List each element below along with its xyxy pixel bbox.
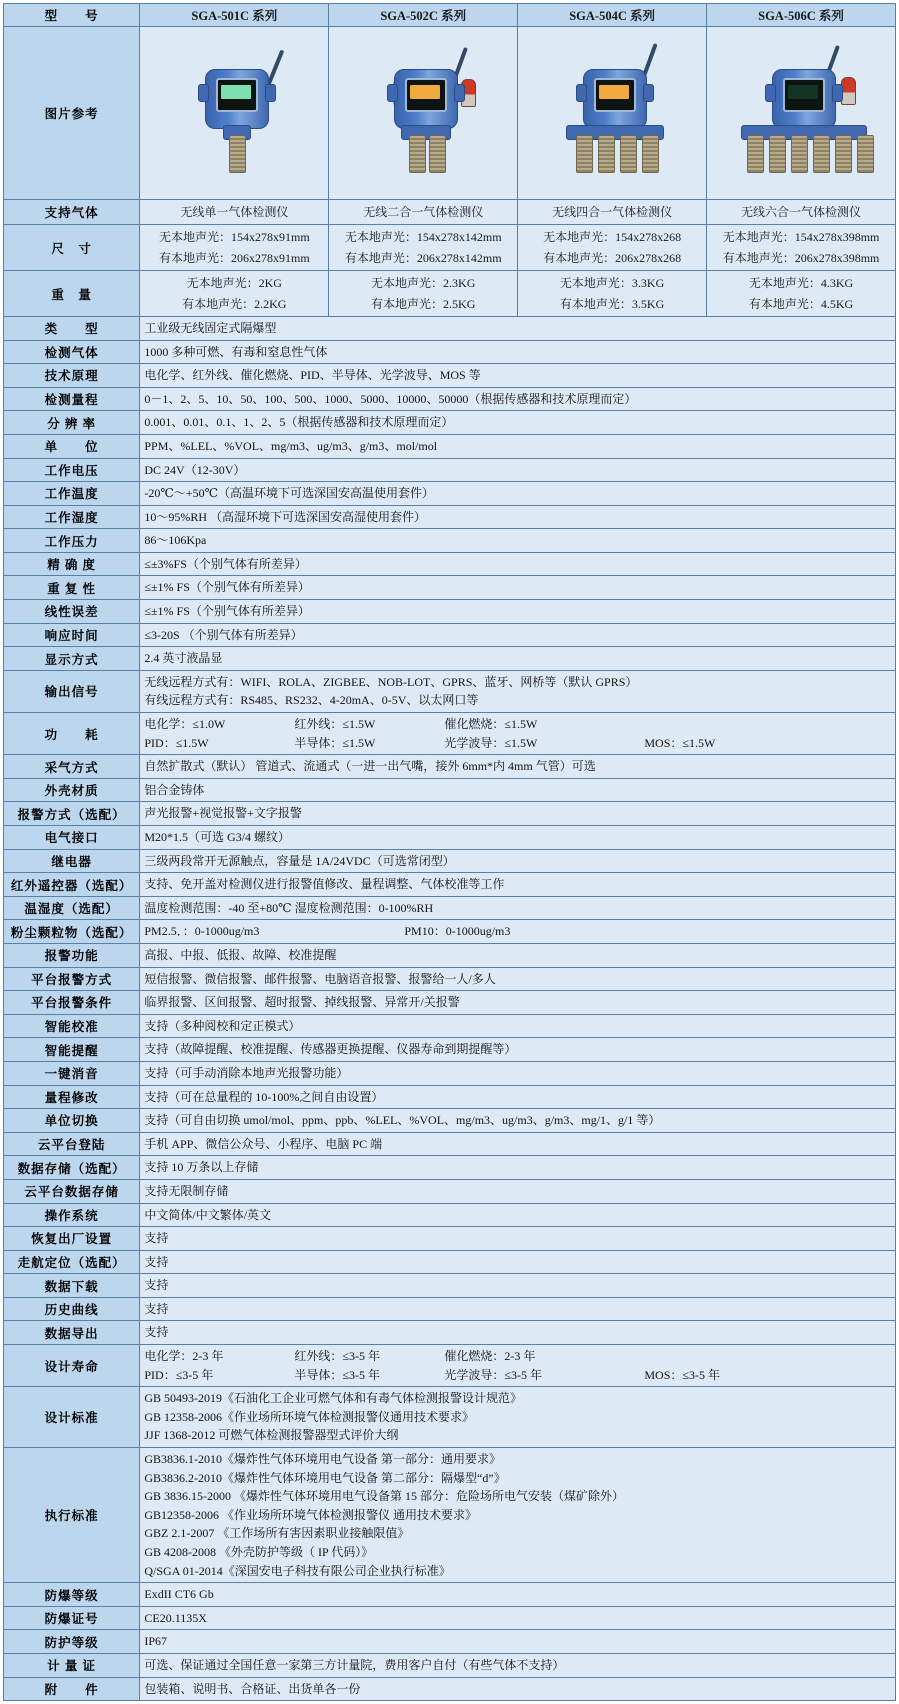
- row-label-operating-system: 操作系统: [4, 1203, 140, 1227]
- design-standard-line-2: GB 12358-2006《作业场所环境气体检测报警仪通用技术要求》: [144, 1409, 475, 1424]
- output-wired: 有线远程方式有：RS485、RS232、4-20mA、0-5V、以太网口等: [144, 693, 479, 708]
- table-row-output-signal: [4, 670, 896, 712]
- model-504c: SGA-504C 系列: [518, 4, 707, 27]
- device-display-bezel: [594, 78, 636, 112]
- lcd-screen: [221, 85, 251, 99]
- device-body: [583, 69, 647, 129]
- power-line-2: [144, 734, 891, 753]
- weight-506c-with-alarm: 有本地声光：4.5KG: [748, 296, 854, 311]
- row-label-sampling: 采气方式: [4, 755, 140, 779]
- row-label-exec-standard: 执行标准: [4, 1448, 140, 1583]
- weight-502c-with-alarm: 有本地声光：2.5KG: [371, 296, 476, 311]
- row-label-type: 类 型: [4, 316, 140, 340]
- lcd-screen: [599, 85, 629, 99]
- size-506c-no-alarm: 无本地声光：154x278x398mm: [722, 230, 880, 245]
- gas-sensor-1: [229, 135, 246, 173]
- exec-standard-line-5: GBZ 2.1-2007 《工作场所有害因素职业接触限值》: [144, 1526, 410, 1541]
- table-row-weight: [4, 271, 896, 317]
- table-row-spec: [4, 873, 896, 897]
- weight-501c-with-alarm: 有本地声光：2.2KG: [182, 296, 287, 311]
- row-label-repeatability: 重 复 性: [4, 576, 140, 600]
- dust-pm25: PM2.5．：0-1000ug/m3: [144, 924, 260, 939]
- power-line-1: [144, 715, 891, 734]
- row-label-smart-calibration: 智能校准: [4, 1014, 140, 1038]
- mount-lug-right: [454, 84, 465, 102]
- weight-506c: [707, 271, 896, 317]
- row-value-cloud-storage: 支持无限制存储: [140, 1179, 896, 1203]
- weight-504c: [518, 271, 707, 317]
- table-row-spec: [4, 552, 896, 576]
- row-label-ex-rating: 防爆等级: [4, 1583, 140, 1607]
- row-value-platform-alarm-mode: 短信报警、微信报警、邮件报警、电脑语音报警、报警给一人/多人: [140, 967, 896, 991]
- table-row-spec: [4, 1156, 896, 1180]
- row-value-factory-reset: 支持: [140, 1227, 896, 1251]
- gas-sensor-2: [429, 135, 446, 173]
- row-value-temperature: -20℃～+50℃（高温环境下可选深国安高温使用套件）: [140, 482, 896, 506]
- lcd-screen: [788, 85, 818, 99]
- size-502c-with-alarm: 有本地声光：206x278x142mm: [344, 250, 502, 265]
- table-row-image: [4, 27, 896, 200]
- exec-standard-line-6: GB 4208-2008 《外壳防护等级（ IP 代码）》: [144, 1545, 374, 1560]
- power-mos: MOS：≤1.5W: [644, 735, 716, 750]
- row-value-data-export: 支持: [140, 1321, 896, 1345]
- gas-sensor-4: [813, 135, 830, 173]
- row-label-smart-reminder: 智能提醒: [4, 1038, 140, 1062]
- row-value-power: [140, 713, 896, 755]
- lifetime-line-1: [144, 1347, 891, 1366]
- row-value-data-download: 支持: [140, 1274, 896, 1298]
- table-row-design-standard: [4, 1387, 896, 1448]
- size-502c: [329, 225, 518, 271]
- table-row-spec: [4, 1203, 896, 1227]
- row-label-gas-support: 支持气体: [4, 200, 140, 225]
- lifetime-infrared: 红外线：≤3-5 年: [294, 1349, 380, 1364]
- table-row-spec: [4, 1085, 896, 1109]
- row-value-one-key-mute: 支持（可手动消除本地声光报警功能）: [140, 1061, 896, 1085]
- table-row-spec: [4, 849, 896, 873]
- exec-standard-line-4: GB12358-2006 《作业场所环境气体检测报警仪 通用技术要求》: [144, 1507, 478, 1522]
- table-row-spec: [4, 943, 896, 967]
- gas-sensor-2: [598, 135, 615, 173]
- row-value-dust: [140, 920, 896, 944]
- row-value-accuracy: ≤±3%FS（个别气体有所差异）: [140, 552, 896, 576]
- power-optical: 光学波导：≤1.5W: [444, 735, 538, 750]
- row-label-design-standard: 设计标准: [4, 1387, 140, 1448]
- row-value-range: 0－1、2、5、10、50、100、500、1000、5000、10000、50000（根据传感器和技术原理而定）: [140, 387, 896, 411]
- row-label-resolution: 分 辨 率: [4, 411, 140, 435]
- exec-standard-line-2: GB3836.2-2010《爆炸性气体环境用电气设备 第二部分：隔爆型“d”》: [144, 1470, 506, 1485]
- row-value-sampling: 自然扩散式（默认） 管道式、流通式（一进一出气嘴，接外 6mm*内 4mm 气管）可选: [140, 755, 896, 779]
- gas-sensor-2: [769, 135, 786, 173]
- row-value-history-curve: 支持: [140, 1297, 896, 1321]
- table-row-spec: [4, 1132, 896, 1156]
- row-value-resolution: 0.001、0.01、0.1、1、2、5（根据传感器和技术原理而定）: [140, 411, 896, 435]
- row-label-size: 尺 寸: [4, 225, 140, 271]
- device-illustration-dual: [333, 29, 518, 197]
- row-label-one-key-mute: 一键消音: [4, 1061, 140, 1085]
- row-label-dust: 粉尘颗粒物（选配）: [4, 920, 140, 944]
- table-row-spec: [4, 482, 896, 506]
- device-display-bezel: [783, 78, 825, 112]
- gas-sensor-4: [642, 135, 659, 173]
- weight-506c-no-alarm: 无本地声光：4.3KG: [748, 276, 854, 291]
- row-label-alarm-function: 报警功能: [4, 943, 140, 967]
- row-value-humidity: 10～95%RH （高湿环境下可选深国安高湿使用套件）: [140, 505, 896, 529]
- row-value-lifetime: [140, 1345, 896, 1387]
- row-label-temp-humidity-option: 温湿度（选配）: [4, 896, 140, 920]
- table-row-spec: [4, 340, 896, 364]
- gas-sensor-1: [409, 135, 426, 173]
- table-row-spec: [4, 576, 896, 600]
- row-label-principle: 技术原理: [4, 364, 140, 388]
- row-value-type: 工业级无线固定式隔爆型: [140, 316, 896, 340]
- table-row-spec: [4, 1630, 896, 1654]
- row-value-smart-reminder: 支持（故障提醒、校准提醒、传感器更换提醒、仪器寿命到期提醒等）: [140, 1038, 896, 1062]
- size-501c: [140, 225, 329, 271]
- device-illustration-quad: [522, 29, 707, 197]
- weight-502c: [329, 271, 518, 317]
- device-illustration-single: [144, 29, 329, 197]
- row-label-temperature: 工作温度: [4, 482, 140, 506]
- row-label-unit-switch: 单位切换: [4, 1109, 140, 1133]
- gas-sensor-1: [576, 135, 593, 173]
- table-row-spec: [4, 755, 896, 779]
- row-label-pressure: 工作压力: [4, 529, 140, 553]
- alarm-beacon-icon: [841, 77, 856, 105]
- mount-lug-left: [387, 84, 398, 102]
- table-row-spec: [4, 1583, 896, 1607]
- table-row-spec: [4, 991, 896, 1015]
- row-label-ir-remote: 红外遥控器（选配）: [4, 873, 140, 897]
- table-row-spec: [4, 387, 896, 411]
- row-label-detect-gas: 检测气体: [4, 340, 140, 364]
- size-504c: [518, 225, 707, 271]
- row-value-display: 2.4 英寸液晶显: [140, 647, 896, 671]
- row-label-mobile-positioning: 走航定位（选配）: [4, 1250, 140, 1274]
- row-label-history-curve: 历史曲线: [4, 1297, 140, 1321]
- row-value-repeatability: ≤±1% FS（个别气体有所差异）: [140, 576, 896, 600]
- gas-sensor-1: [747, 135, 764, 173]
- device-body: [772, 69, 836, 129]
- row-value-data-storage: 支持 10 万条以上存储: [140, 1156, 896, 1180]
- dust-pm10: PM10：0-1000ug/m3: [404, 924, 511, 939]
- mount-lug-right: [832, 84, 843, 102]
- table-row-spec: [4, 1179, 896, 1203]
- row-value-ir-remote: 支持、免开盖对检测仪进行报警值修改、量程调整、气体校准等工作: [140, 873, 896, 897]
- gas-sensor-3: [620, 135, 637, 173]
- row-value-range-modify: 支持（可在总量程的 10-100%之间自由设置）: [140, 1085, 896, 1109]
- row-value-platform-alarm-condition: 临界报警、区间报警、超时报警、掉线报警、异常开/关报警: [140, 991, 896, 1015]
- table-row-spec: [4, 1606, 896, 1630]
- table-row-spec: [4, 1653, 896, 1677]
- mount-lug-left: [765, 84, 776, 102]
- row-label-model: 型 号: [4, 4, 140, 27]
- lifetime-optical: 光学波导：≤3-5 年: [444, 1367, 542, 1382]
- row-value-accessories: 包装箱、说明书、合格证、出货单各一份: [140, 1677, 896, 1701]
- table-row-spec: [4, 1061, 896, 1085]
- table-row-spec: [4, 1297, 896, 1321]
- row-value-response-time: ≤3-20S （个别气体有所差异）: [140, 623, 896, 647]
- table-row-spec: [4, 778, 896, 802]
- size-504c-with-alarm: 有本地声光：206x278x268: [543, 250, 682, 265]
- row-label-relay: 继电器: [4, 849, 140, 873]
- gas-support-504c: 无线四合一气体检测仪: [518, 200, 707, 225]
- row-label-output-signal: 输出信号: [4, 670, 140, 712]
- model-502c: SGA-502C 系列: [329, 4, 518, 27]
- row-label-response-time: 响应时间: [4, 623, 140, 647]
- row-label-accessories: 附 件: [4, 1677, 140, 1701]
- size-506c-with-alarm: 有本地声光：206x278x398mm: [722, 250, 880, 265]
- row-label-weight: 重 量: [4, 271, 140, 317]
- row-value-mobile-positioning: 支持: [140, 1250, 896, 1274]
- device-illustration-six: [711, 29, 896, 197]
- lifetime-semiconductor: 半导体：≤3-5 年: [294, 1367, 380, 1382]
- size-502c-no-alarm: 无本地声光：154x278x142mm: [344, 230, 502, 245]
- lifetime-line-2: [144, 1366, 891, 1385]
- size-501c-no-alarm: 无本地声光：154x278x91mm: [158, 230, 310, 245]
- size-506c: [707, 225, 896, 271]
- row-label-housing-material: 外壳材质: [4, 778, 140, 802]
- row-value-linearity: ≤±1% FS（个别气体有所差异）: [140, 600, 896, 624]
- row-label-unit: 单 位: [4, 434, 140, 458]
- row-value-electrical-interface: M20*1.5（可选 G3/4 螺纹）: [140, 826, 896, 850]
- output-wireless: 无线远程方式有：WIFI、ROLA、ZIGBEE、NOB-LOT、GPRS、蓝牙、网桥等（默认 GPRS）: [144, 674, 638, 689]
- gas-support-502c: 无线二合一气体检测仪: [329, 200, 518, 225]
- weight-504c-with-alarm: 有本地声光：3.5KG: [559, 296, 665, 311]
- power-catalytic: 催化燃烧：≤1.5W: [444, 717, 538, 732]
- row-label-voltage: 工作电压: [4, 458, 140, 482]
- lifetime-pid: PID：≤3-5 年: [144, 1367, 214, 1382]
- design-standard-line-3: JJF 1368-2012 可燃气体检测报警器型式评价大纲: [144, 1428, 399, 1443]
- row-value-relay: 三级两段常开无源触点，容量是 1A/24VDC（可选常闭型）: [140, 849, 896, 873]
- row-label-ex-certificate: 防爆证号: [4, 1606, 140, 1630]
- exec-standard-line-7: Q/SGA 01-2014《深国安电子科技有限公司企业执行标准》: [144, 1563, 451, 1578]
- lifetime-electrochemical: 电化学：2-3 年: [144, 1349, 224, 1364]
- device-body: [394, 69, 458, 129]
- row-value-metrology-certificate: 可选、保证通过全国任意一家第三方计量院，费用客户自付（有些气体不支持）: [140, 1653, 896, 1677]
- table-row-spec: [4, 967, 896, 991]
- row-label-platform-alarm-condition: 平台报警条件: [4, 991, 140, 1015]
- exec-standard-line-1: GB3836.1-2010《爆炸性气体环境用电气设备 第一部分：通用要求》: [144, 1452, 502, 1467]
- gas-support-506c: 无线六合一气体检测仪: [707, 200, 896, 225]
- row-label-metrology-certificate: 计 量 证: [4, 1653, 140, 1677]
- row-label-alarm-mode: 报警方式（选配）: [4, 802, 140, 826]
- device-image-502c: [329, 27, 518, 200]
- table-row-spec: [4, 826, 896, 850]
- table-row-gas-support: [4, 200, 896, 225]
- row-label-accuracy: 精 确 度: [4, 552, 140, 576]
- table-row-power: [4, 713, 896, 755]
- weight-501c: [140, 271, 329, 317]
- row-label-electrical-interface: 电气接口: [4, 826, 140, 850]
- row-label-power: 功 耗: [4, 713, 140, 755]
- row-value-temp-humidity-option: 温度检测范围：-40 至+80℃ 湿度检测范围：0-100%RH: [140, 896, 896, 920]
- table-row-spec: [4, 647, 896, 671]
- power-pid: PID：≤1.5W: [144, 735, 209, 750]
- table-row-spec: [4, 1038, 896, 1062]
- table-row-spec: [4, 505, 896, 529]
- row-label-display: 显示方式: [4, 647, 140, 671]
- table-row-spec: [4, 434, 896, 458]
- table-row-spec: [4, 1321, 896, 1345]
- device-body: [205, 69, 269, 129]
- device-image-506c: [707, 27, 896, 200]
- weight-504c-no-alarm: 无本地声光：3.3KG: [559, 276, 665, 291]
- row-value-ex-rating: ExdII CT6 Gb: [140, 1583, 896, 1607]
- mount-lug-left: [576, 84, 587, 102]
- design-standard-line-1: GB 50493-2019《石油化工企业可燃气体和有毒气体检测报警设计规范》: [144, 1391, 523, 1406]
- power-semiconductor: 半导体：≤1.5W: [294, 735, 376, 750]
- row-label-humidity: 工作湿度: [4, 505, 140, 529]
- row-label-data-storage: 数据存储（选配）: [4, 1156, 140, 1180]
- row-label-data-download: 数据下载: [4, 1274, 140, 1298]
- table-row-spec: [4, 1250, 896, 1274]
- table-row-exec-standard: [4, 1448, 896, 1583]
- row-value-alarm-mode: 声光报警+视觉报警+文字报警: [140, 802, 896, 826]
- table-row-spec: [4, 364, 896, 388]
- lifetime-catalytic: 催化燃烧：2-3 年: [444, 1349, 536, 1364]
- model-506c: SGA-506C 系列: [707, 4, 896, 27]
- row-value-pressure: 86～106Kpa: [140, 529, 896, 553]
- mount-lug-left: [198, 84, 209, 102]
- row-label-data-export: 数据导出: [4, 1321, 140, 1345]
- table-row-spec: [4, 623, 896, 647]
- exec-standard-line-3: GB 3836.15-2000 《爆炸性气体环境用电气设备第 15 部分：危险场所电气安装（煤矿除外）: [144, 1489, 625, 1504]
- lifetime-mos: MOS：≤3-5 年: [644, 1367, 720, 1382]
- table-row-spec: [4, 600, 896, 624]
- lcd-screen: [410, 85, 440, 99]
- specification-table: [3, 3, 896, 1701]
- row-value-design-standard: [140, 1387, 896, 1448]
- row-value-principle: 电化学、红外线、催化燃烧、PID、半导体、光学波导、MOS 等: [140, 364, 896, 388]
- table-row-spec: [4, 316, 896, 340]
- row-value-unit-switch: 支持（可自由切换 umol/mol、ppm、ppb、%LEL、%VOL、mg/m3、ug/m3、g/m3、mg/1、g/1 等）: [140, 1109, 896, 1133]
- gas-sensor-5: [835, 135, 852, 173]
- row-value-alarm-function: 高报、中报、低报、故障、校准提醒: [140, 943, 896, 967]
- table-row-spec: [4, 1109, 896, 1133]
- mount-lug-right: [643, 84, 654, 102]
- model-501c: SGA-501C 系列: [140, 4, 329, 27]
- row-value-cloud-login: 手机 APP、微信公众号、小程序、电脑 PC 端: [140, 1132, 896, 1156]
- table-row-model: [4, 4, 896, 27]
- weight-502c-no-alarm: 无本地声光：2.3KG: [371, 276, 476, 291]
- device-display-bezel: [405, 78, 447, 112]
- device-image-504c: [518, 27, 707, 200]
- table-row-spec: [4, 896, 896, 920]
- size-501c-with-alarm: 有本地声光：206x278x91mm: [158, 250, 310, 265]
- row-label-platform-alarm-mode: 平台报警方式: [4, 967, 140, 991]
- gas-sensor-6: [857, 135, 874, 173]
- row-label-factory-reset: 恢复出厂设置: [4, 1227, 140, 1251]
- row-label-lifetime: 设计寿命: [4, 1345, 140, 1387]
- row-value-unit: PPM、%LEL、%VOL、mg/m3、ug/m3、g/m3、mol/mol: [140, 434, 896, 458]
- table-row-spec: [4, 411, 896, 435]
- table-row-spec: [4, 529, 896, 553]
- table-row-spec: [4, 1227, 896, 1251]
- row-value-operating-system: 中文简体/中文繁体/英文: [140, 1203, 896, 1227]
- table-row-spec: [4, 1677, 896, 1701]
- weight-501c-no-alarm: 无本地声光：2KG: [186, 276, 282, 291]
- row-label-cloud-storage: 云平台数据存储: [4, 1179, 140, 1203]
- gas-support-501c: 无线单一气体检测仪: [140, 200, 329, 225]
- table-row-size: [4, 225, 896, 271]
- row-value-ex-certificate: CE20.1135X: [140, 1606, 896, 1630]
- table-row-spec: [4, 1014, 896, 1038]
- row-value-housing-material: 铝合金铸体: [140, 778, 896, 802]
- power-electrochemical: 电化学：≤1.0W: [144, 717, 226, 732]
- table-row-spec: [4, 458, 896, 482]
- mount-lug-right: [265, 84, 276, 102]
- row-value-exec-standard: [140, 1448, 896, 1583]
- table-row-spec: [4, 802, 896, 826]
- device-image-501c: [140, 27, 329, 200]
- row-value-ingress-protection: IP67: [140, 1630, 896, 1654]
- row-value-voltage: DC 24V（12-30V）: [140, 458, 896, 482]
- row-label-ingress-protection: 防护等级: [4, 1630, 140, 1654]
- device-display-bezel: [216, 78, 258, 112]
- row-label-image: 图片参考: [4, 27, 140, 200]
- power-infrared: 红外线：≤1.5W: [294, 717, 376, 732]
- table-row-spec: [4, 1274, 896, 1298]
- row-value-output-signal: [140, 670, 896, 712]
- size-504c-no-alarm: 无本地声光：154x278x268: [543, 230, 682, 245]
- row-value-detect-gas: 1000 多种可燃、有毒和窒息性气体: [140, 340, 896, 364]
- table-row-lifetime: [4, 1345, 896, 1387]
- row-label-range-modify: 量程修改: [4, 1085, 140, 1109]
- gas-sensor-3: [791, 135, 808, 173]
- row-label-range: 检测量程: [4, 387, 140, 411]
- row-label-linearity: 线性误差: [4, 600, 140, 624]
- row-label-cloud-login: 云平台登陆: [4, 1132, 140, 1156]
- table-row-dust: [4, 920, 896, 944]
- row-value-smart-calibration: 支持（多种阅校和定正模式）: [140, 1014, 896, 1038]
